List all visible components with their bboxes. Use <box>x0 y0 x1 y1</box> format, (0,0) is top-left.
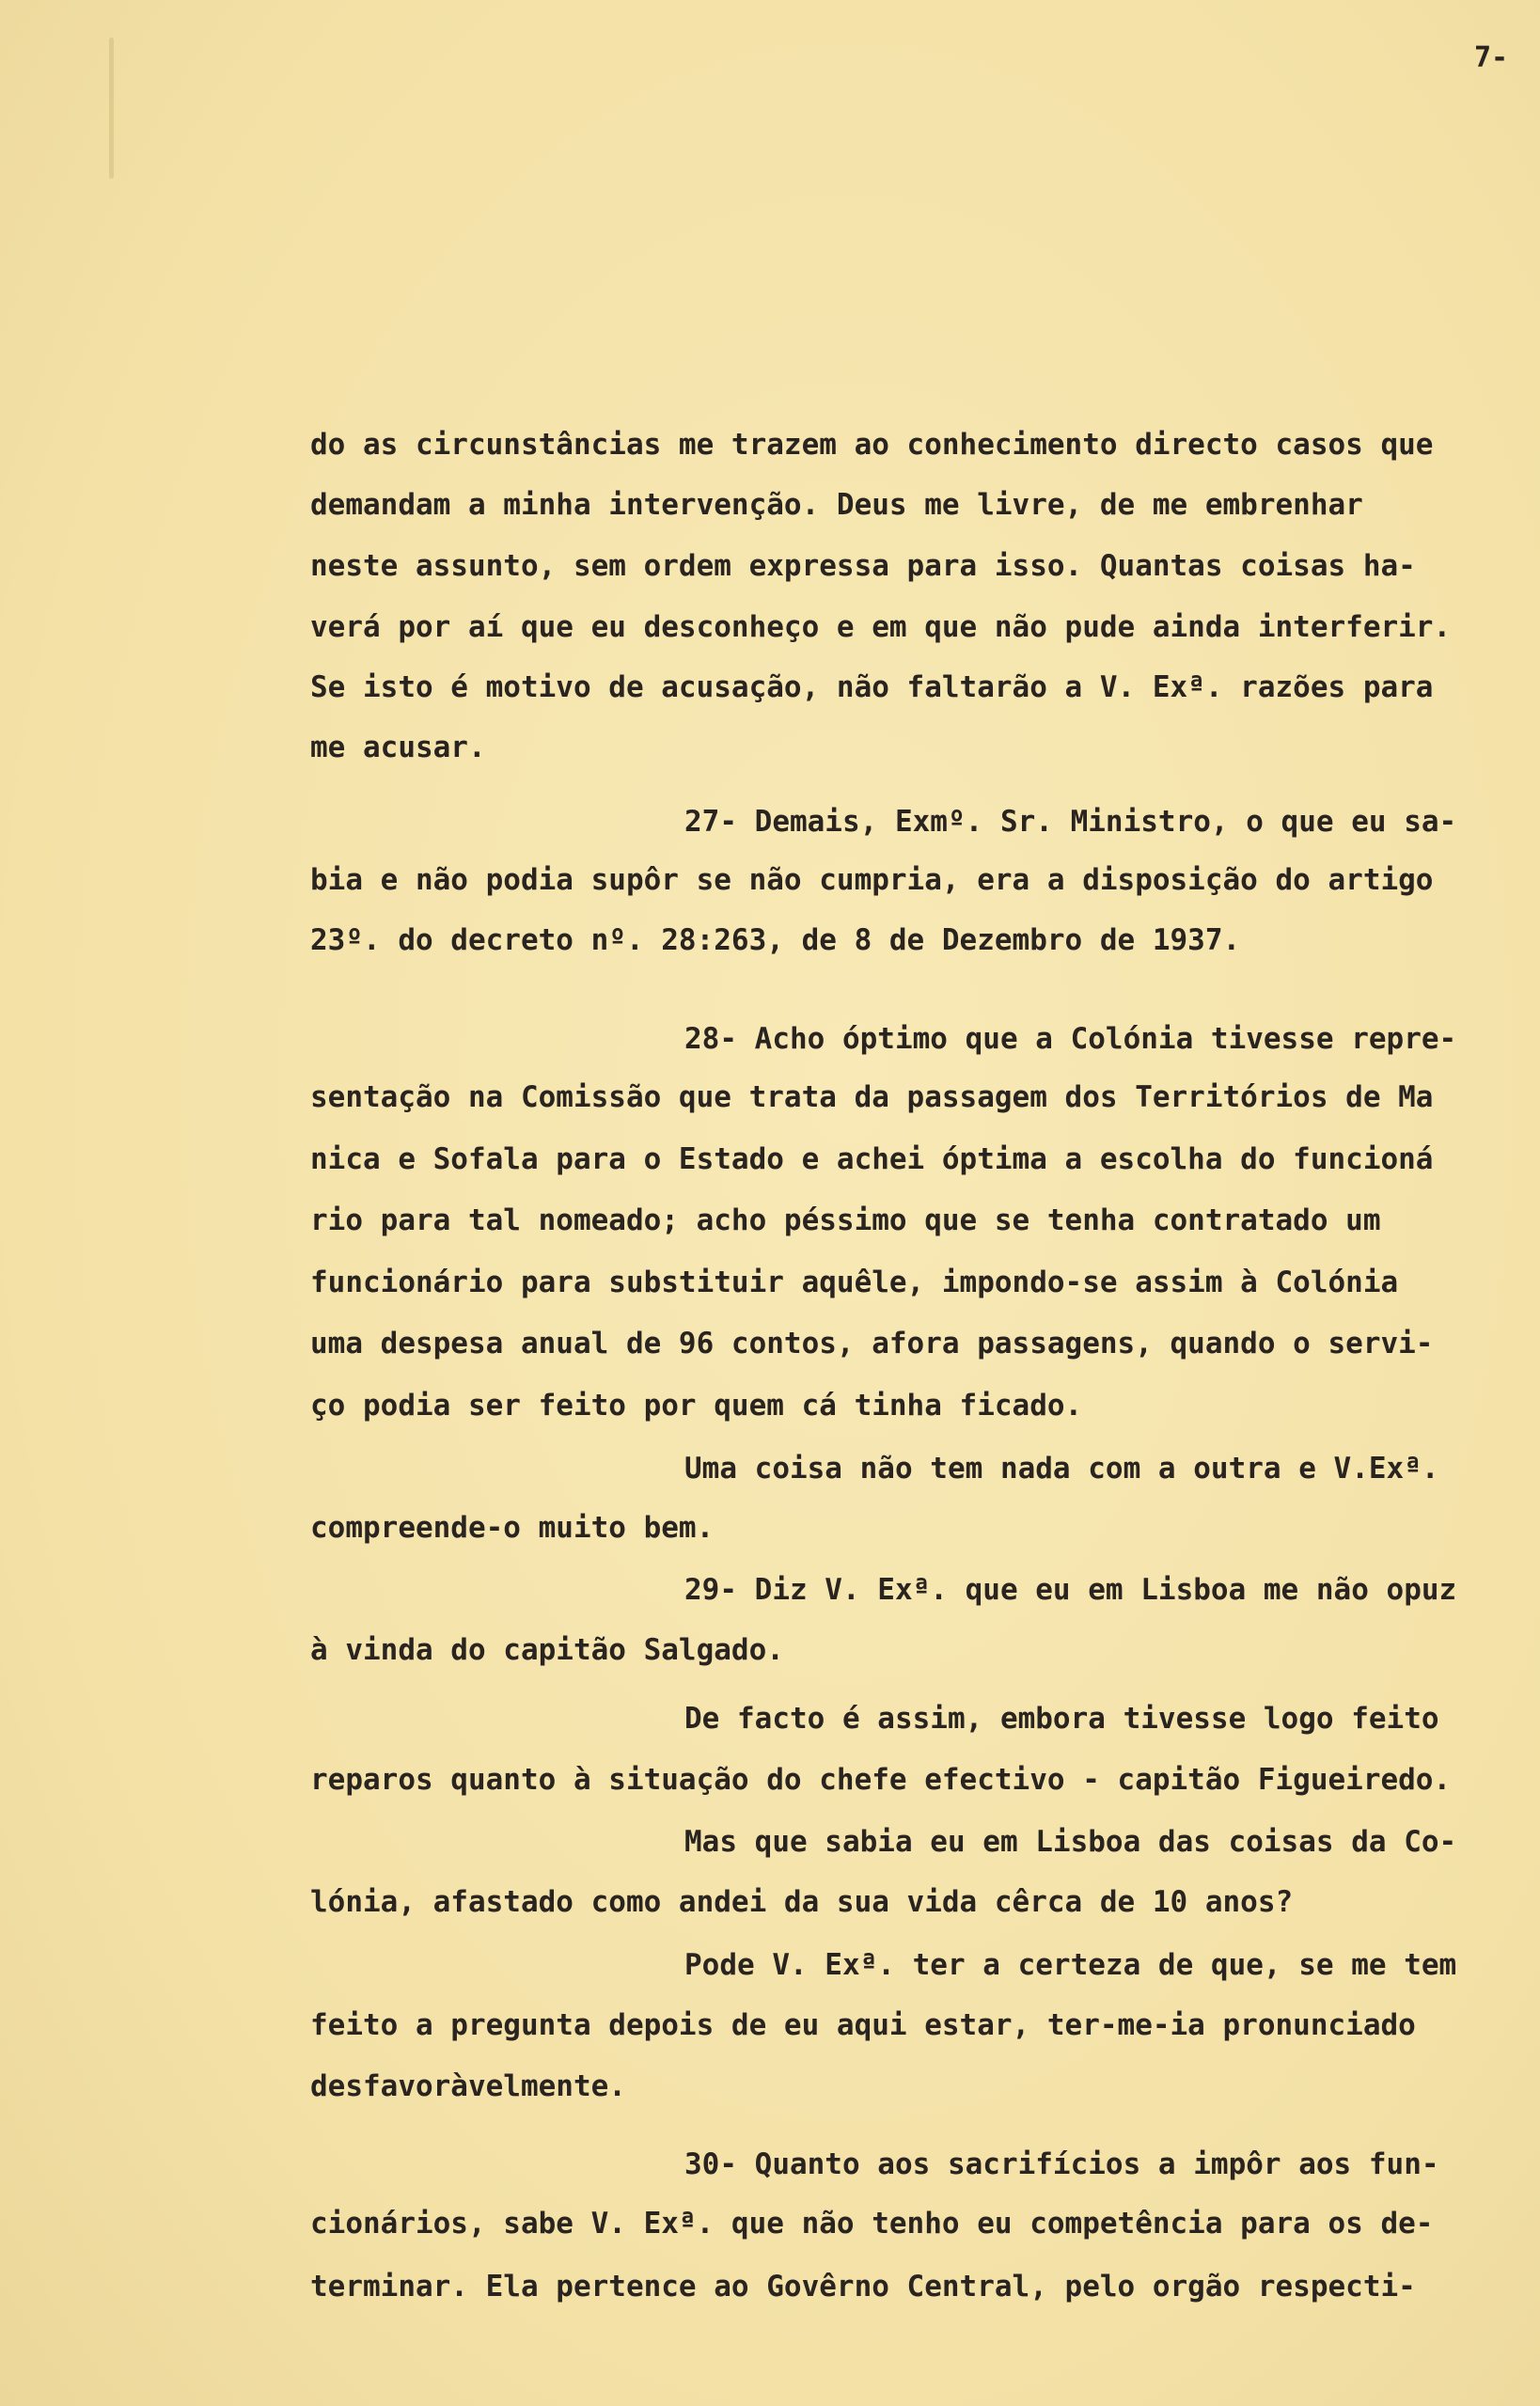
paragraph-start: 30- Quanto aos sacrifícios a impôr aos fun- <box>684 2147 1439 2181</box>
text-line: desfavoràvelmente. <box>310 2069 626 2103</box>
text-line: me acusar. <box>310 731 486 764</box>
text-line: ço podia ser feito por quem cá tinha ficado. <box>310 1389 1083 1423</box>
text-line: funcionário para substituir aquêle, impondo-se assim à Colónia <box>310 1266 1399 1299</box>
text-line: terminar. Ela pertence ao Govêrno Central, pelo orgão respecti- <box>310 2270 1416 2304</box>
text-line: verá por aí que eu desconheço e em que não pude ainda interferir. <box>310 610 1452 644</box>
text-line: reparos quanto à situação do chefe efectivo - capitão Figueiredo. <box>310 1763 1452 1797</box>
paragraph-start: Mas que sabia eu em Lisboa das coisas da Co- <box>684 1825 1457 1859</box>
text-line: compreende-o muito bem. <box>310 1511 715 1545</box>
text-line: feito a pregunta depois de eu aqui estar, ter-me-ia pronunciado <box>310 2008 1416 2042</box>
paragraph-start: 28- Acho óptimo que a Colónia tivesse repre- <box>684 1022 1457 1056</box>
text-line: cionários, sabe V. Exª. que não tenho eu competência para os de- <box>310 2207 1434 2241</box>
paper-crease <box>109 38 114 179</box>
text-line: 23º. do decreto nº. 28:263, de 8 de Dezembro de 1937. <box>310 923 1241 957</box>
text-line: nica e Sofala para o Estado e achei óptima a escolha do funcioná <box>310 1142 1434 1176</box>
page-number: 7- <box>1474 41 1509 74</box>
paragraph-start: 29- Diz V. Exª. que eu em Lisboa me não opuz <box>684 1573 1457 1607</box>
text-line: lónia, afastado como andei da sua vida cêrca de 10 anos? <box>310 1885 1294 1919</box>
paragraph-start: Uma coisa não tem nada com a outra e V.Exª. <box>684 1452 1439 1486</box>
text-line: Se isto é motivo de acusação, não faltarão a V. Exª. razões para <box>310 670 1434 704</box>
text-line: uma despesa anual de 96 contos, afora passagens, quando o servi- <box>310 1327 1434 1360</box>
paragraph-start: De facto é assim, embora tivesse logo feito <box>684 1702 1439 1736</box>
text-line: rio para tal nomeado; acho péssimo que se tenha contratado um <box>310 1203 1381 1237</box>
text-line: à vinda do capitão Salgado. <box>310 1633 784 1667</box>
text-line: demandam a minha intervenção. Deus me livre, de me embrenhar <box>310 488 1363 522</box>
text-line: bia e não podia supôr se não cumpria, era a disposição do artigo <box>310 863 1434 897</box>
text-line: neste assunto, sem ordem expressa para isso. Quantas coisas ha- <box>310 549 1416 583</box>
text-line: sentação na Comissão que trata da passagem dos Territórios de Ma <box>310 1080 1434 1114</box>
paragraph-start: 27- Demais, Exmº. Sr. Ministro, o que eu sa- <box>684 805 1457 839</box>
text-line: do as circunstâncias me trazem ao conhecimento directo casos que <box>310 428 1434 462</box>
paragraph-start: Pode V. Exª. ter a certeza de que, se me tem <box>684 1948 1457 1982</box>
